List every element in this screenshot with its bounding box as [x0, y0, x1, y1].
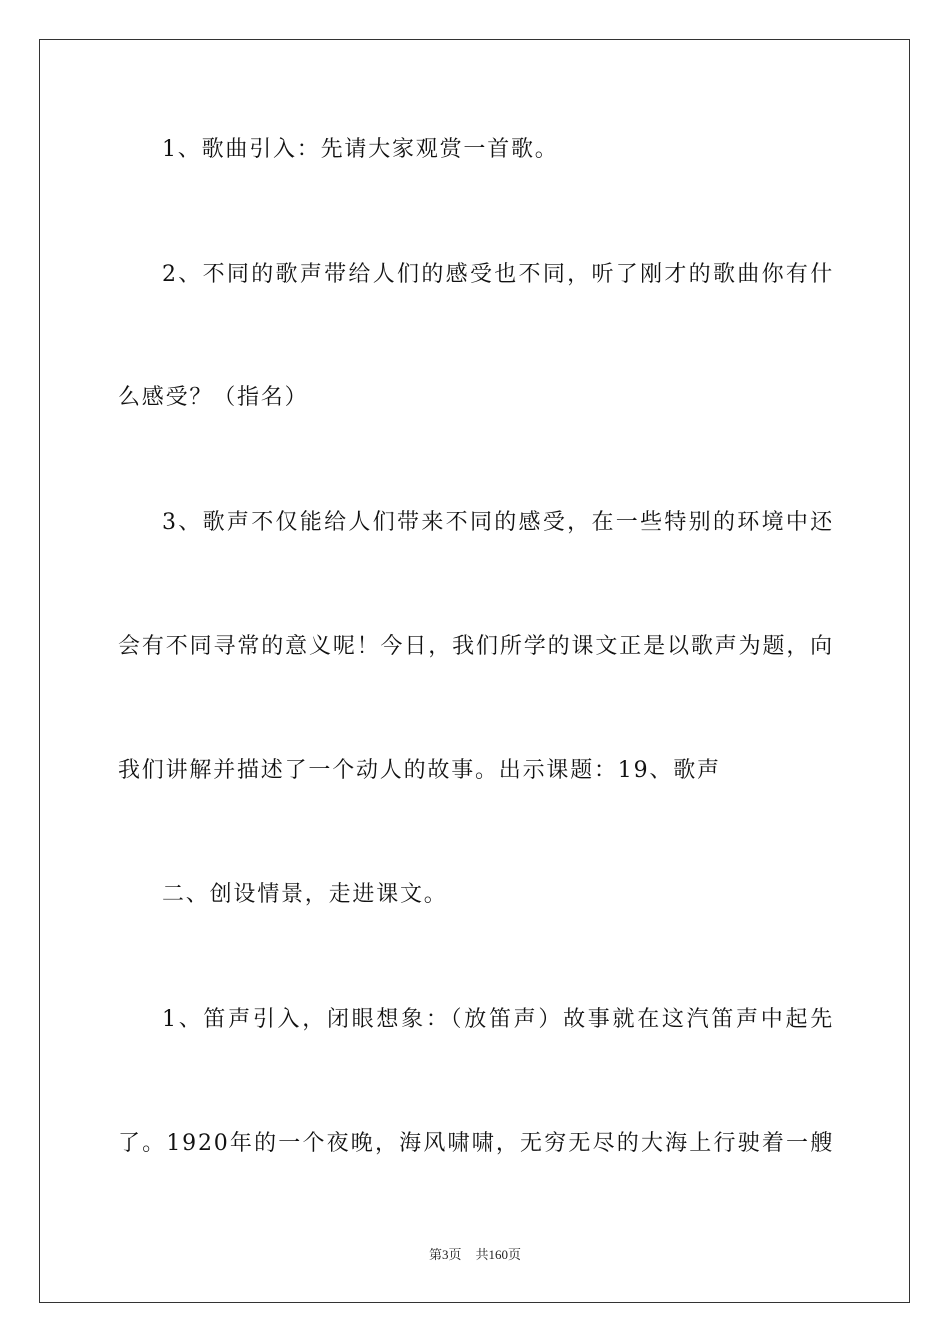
page-border — [39, 39, 910, 1303]
paragraph-line-9: 了。1920年的一个夜晚，海风啸啸，无穷无尽的大海上行驶着一艘 — [118, 1131, 834, 1156]
paragraph-line-6: 我们讲解并描述了一个动人的故事。出示课题：19、歌声 — [118, 758, 721, 783]
paragraph-line-2: 2、不同的歌声带给人们的感受也不同，听了刚才的歌曲你有什 — [162, 262, 834, 287]
paragraph-line-8: 1、笛声引入，闭眼想象：（放笛声）故事就在这汽笛声中起先 — [162, 1007, 834, 1032]
section-heading: 二、创设情景，走进课文。 — [162, 882, 448, 907]
page-footer — [0, 1244, 950, 1263]
page-total: 共160页 — [475, 1247, 522, 1262]
paragraph-line-4: 3、歌声不仅能给人们带来不同的感受，在一些特别的环境中还 — [162, 510, 834, 535]
paragraph-line-5: 会有不同寻常的意义呢！今日，我们所学的课文正是以歌声为题，向 — [118, 634, 834, 659]
paragraph-line-3: 么感受？（指名） — [118, 385, 309, 410]
paragraph-line-1: 1、歌曲引入：先请大家观赏一首歌。 — [162, 137, 559, 162]
page-number: 第3页 — [428, 1247, 462, 1262]
